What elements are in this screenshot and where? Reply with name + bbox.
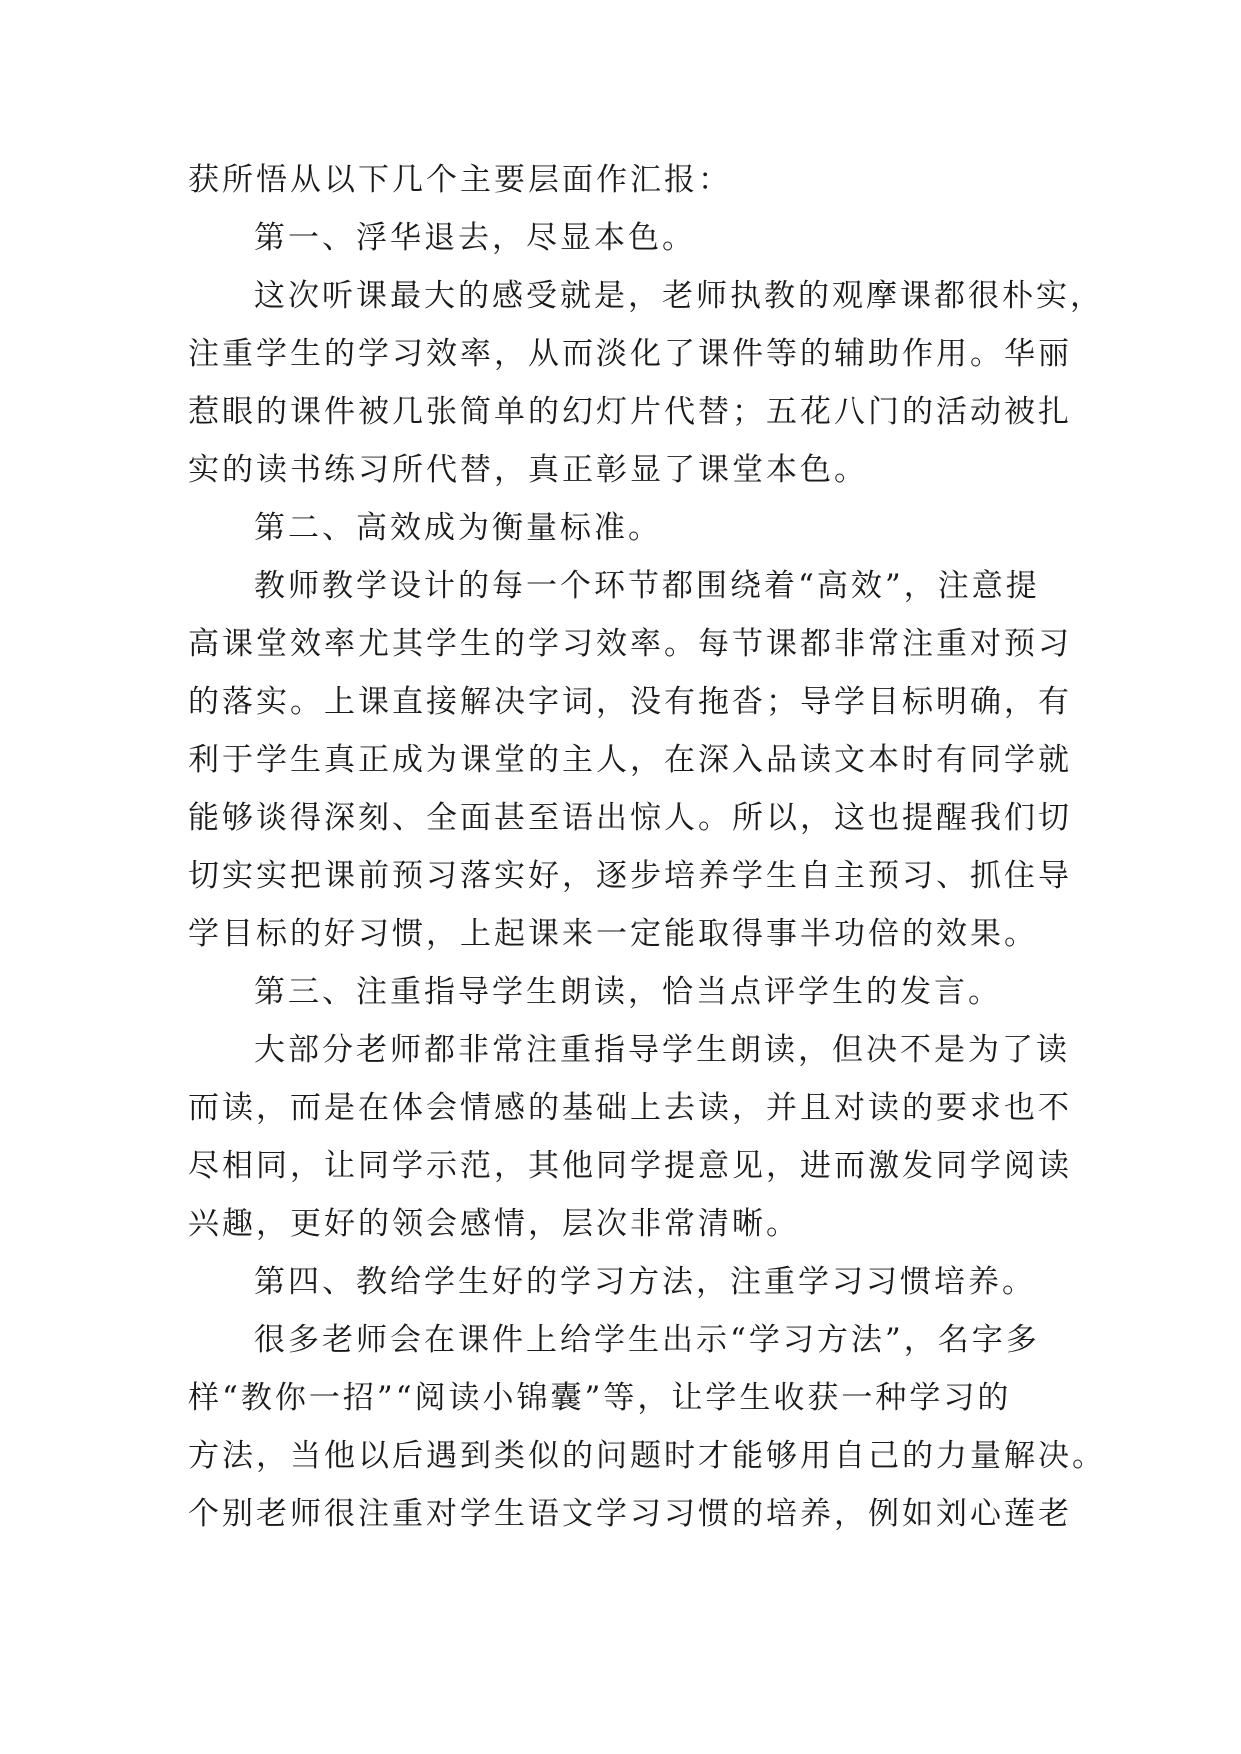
text-line: 学目标的好习惯，上起课来一定能取得事半功倍的效果。 [188, 916, 1038, 952]
section-heading-1: 第一、浮华退去，尽显本色。 [254, 220, 696, 256]
text-line: 获所悟从以下几个主要层面作汇报： [188, 162, 732, 198]
text-line: 兴趣，更好的领会感情，层次非常清晰。 [188, 1206, 800, 1242]
section-heading-4: 第四、教给学生好的学习方法，注重学习习惯培养。 [254, 1264, 1036, 1300]
text-line: 注重学生的学习效率，从而淡化了课件等的辅助作用。华丽 [188, 336, 1072, 372]
text-line: 利于学生真正成为课堂的主人，在深入品读文本时有同学就 [188, 742, 1072, 778]
text-line: 个别老师很注重对学生语文学习习惯的培养，例如刘心莲老 [188, 1496, 1072, 1532]
text-line: 能够谈得深刻、全面甚至语出惊人。所以，这也提醒我们切 [188, 800, 1072, 836]
text-line: 而读，而是在体会情感的基础上去读，并且对读的要求也不 [188, 1090, 1072, 1126]
text-line: 切实实把课前预习落实好，逐步培养学生自主预习、抓住导 [188, 858, 1072, 894]
text-line: 教师教学设计的每一个环节都围绕着“高效”，注意提 [254, 568, 1040, 604]
text-line: 惹眼的课件被几张简单的幻灯片代替；五花八门的活动被扎 [188, 394, 1072, 430]
text-line: 实的读书练习所代替，真正彰显了课堂本色。 [188, 452, 868, 488]
section-heading-3: 第三、注重指导学生朗读，恰当点评学生的发言。 [254, 974, 1002, 1010]
section-heading-2: 第二、高效成为衡量标准。 [254, 510, 662, 546]
text-line: 方法，当他以后遇到类似的问题时才能够用自己的力量解决。 [188, 1438, 1106, 1474]
text-line: 的落实。上课直接解决字词，没有拖沓；导学目标明确，有 [188, 684, 1072, 720]
text-line: 高课堂效率尤其学生的学习效率。每节课都非常注重对预习 [188, 626, 1072, 662]
text-line: 这次听课最大的感受就是，老师执教的观摩课都很朴实， [254, 278, 1104, 314]
text-line: 很多老师会在课件上给学生出示“学习方法”，名字多 [254, 1322, 1040, 1358]
text-line: 尽相同，让同学示范，其他同学提意见，进而激发同学阅读 [188, 1148, 1072, 1184]
text-line: 大部分老师都非常注重指导学生朗读，但决不是为了读 [254, 1032, 1070, 1068]
text-line: 样“教你一招”“阅读小锦囊”等，让学生收获一种学习的 [188, 1380, 1012, 1416]
